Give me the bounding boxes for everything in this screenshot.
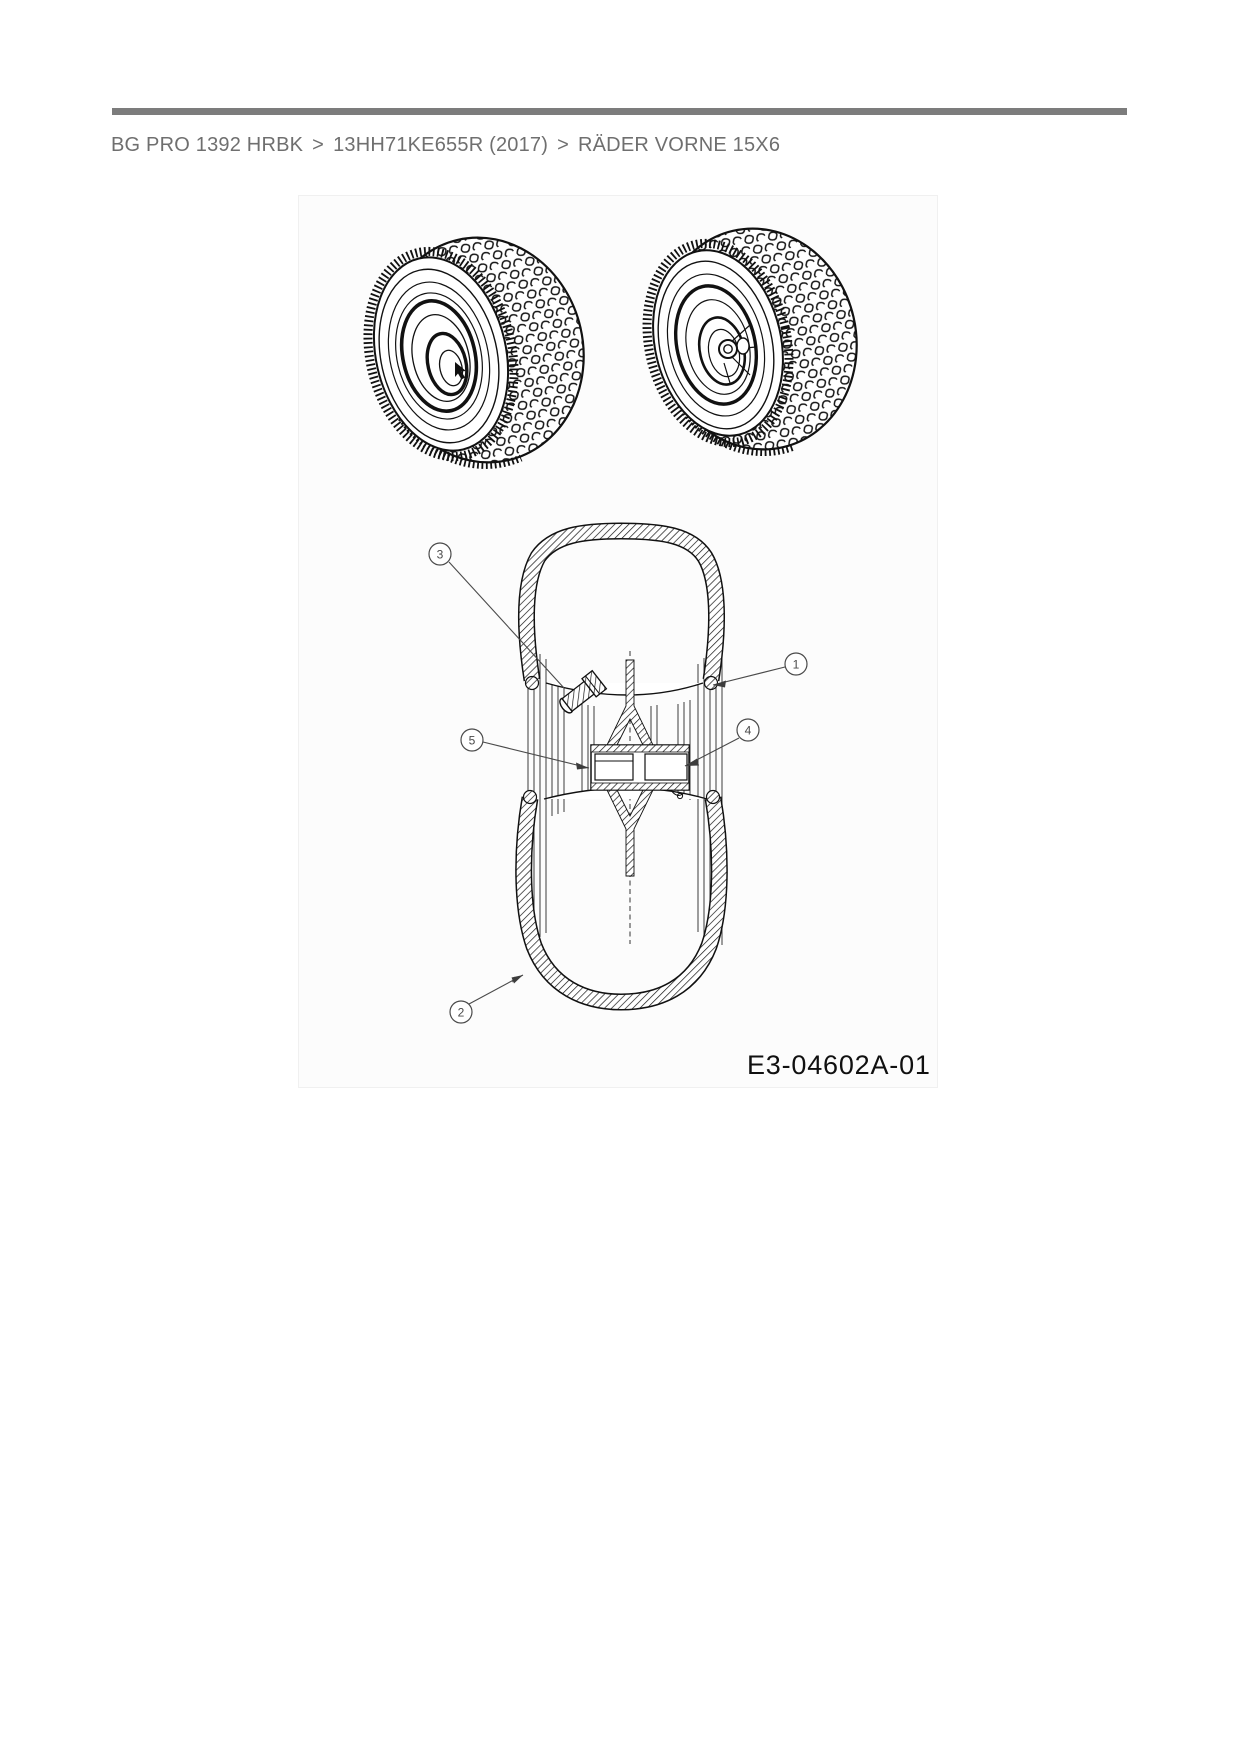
front-wheel-left-illustration: [348, 217, 605, 482]
callout-1-label: 1: [792, 657, 800, 672]
breadcrumb-separator: >: [557, 134, 569, 156]
leader-3: [449, 562, 564, 688]
front-wheel-right-illustration: [628, 209, 878, 469]
breadcrumb-item-0[interactable]: BG PRO 1392 HRBK: [111, 134, 304, 156]
valve-stem: [556, 671, 607, 718]
callout-5-label: 5: [468, 733, 476, 748]
arrowhead-2b: [512, 975, 524, 984]
tire-section-top-outline: [526, 531, 716, 680]
bushing-part5: [595, 754, 633, 780]
wheel-cross-section: [524, 531, 723, 1002]
breadcrumb-separator: >: [312, 134, 325, 156]
header-rule: [112, 108, 1127, 115]
arrowhead-5: [576, 763, 589, 770]
callout-3-label: 3: [436, 547, 444, 562]
callout-2-label: 2: [457, 1005, 465, 1020]
leader-5: [483, 742, 589, 768]
hub-assembly: [591, 745, 689, 799]
spoke-flare-bottom: [607, 790, 653, 876]
parts-diagram-panel: [298, 195, 938, 1088]
breadcrumb-item-2[interactable]: RÄDER VORNE 15X6: [578, 134, 781, 156]
callout-4-label: 4: [744, 723, 752, 738]
tire-section-top-hatch: [526, 531, 716, 680]
breadcrumb-item-1[interactable]: 13HH71KE655R (2017): [333, 134, 549, 156]
spacer-part4: [645, 754, 687, 780]
diagram-code: E3-04602A-01: [747, 1050, 931, 1080]
parts-diagram-drawing: [299, 196, 939, 1089]
breadcrumb: [111, 133, 780, 157]
tire-section-bottom-hatch: [524, 798, 720, 1002]
